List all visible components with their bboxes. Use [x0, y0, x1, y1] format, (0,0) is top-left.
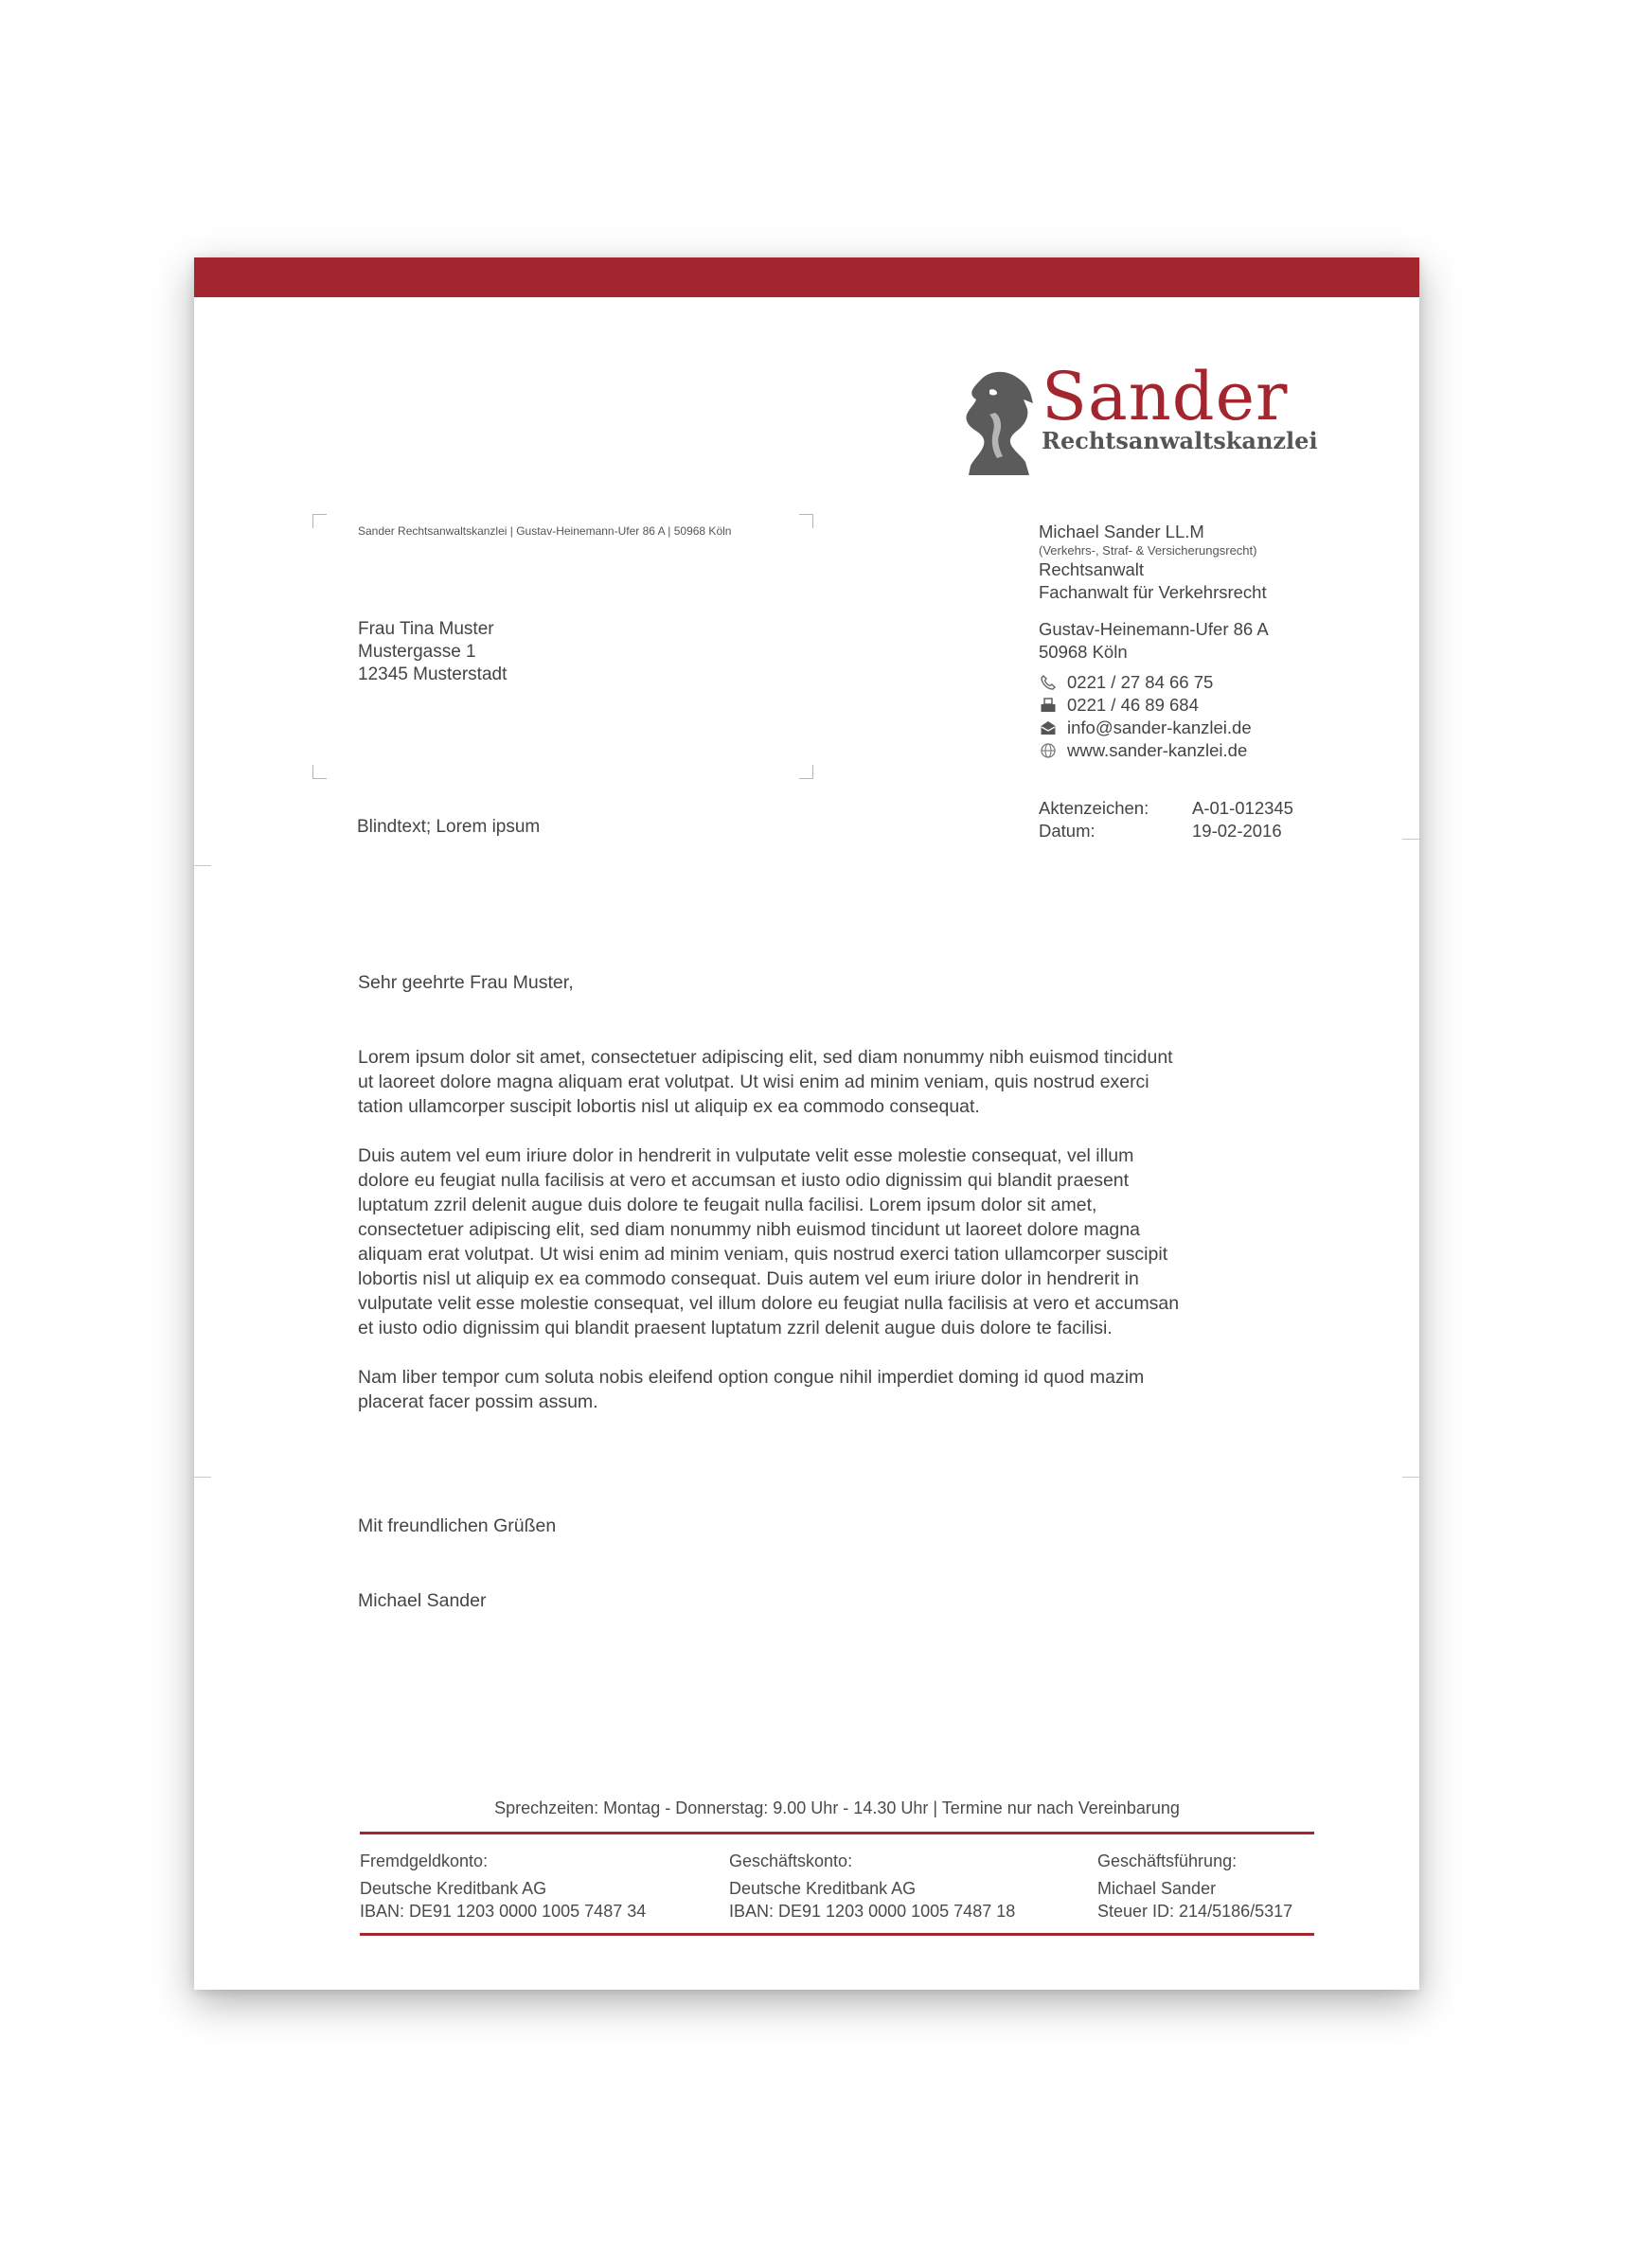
reference-value: A-01-012345: [1192, 798, 1293, 818]
letter-meta: [1039, 797, 1293, 842]
recipient-address: [358, 618, 507, 686]
footer-heading: Geschäftskonto:: [729, 1852, 853, 1870]
recipient-street: Mustergasse 1: [358, 642, 476, 662]
text-line: lobortis nisl ut aliquip ex ea commodo consequat. Duis autem vel eum iriure dolor in hendrerit in: [358, 1268, 1139, 1289]
logo-wordmark: Sander: [1042, 358, 1289, 435]
text-line: Duis autem vel eum iriure dolor in hendrerit in vulputate velit esse molestie consequat, vel illum: [358, 1145, 1134, 1166]
logo-subtitle: Rechtsanwaltskanzlei: [1042, 427, 1318, 454]
recipient-city: 12345 Musterstadt: [358, 664, 508, 684]
reference-row: [1039, 797, 1293, 820]
footer-iban: IBAN: DE91 1203 0000 1005 7487 34: [360, 1902, 647, 1921]
fold-mark: [1402, 839, 1419, 840]
contact-fax: [1039, 694, 1252, 717]
window-corner-mark: [312, 514, 327, 528]
fold-mark: [1402, 1477, 1419, 1478]
footer-rule-bottom: [360, 1933, 1314, 1936]
letter-body: [358, 970, 1179, 1439]
lawyer-specialist-title: Fachanwalt für Verkehrsrecht: [1039, 582, 1267, 602]
text-line: Lorem ipsum dolor sit amet, consectetuer adipiscing elit, sed diam nonummy nibh euismod tincidunt: [358, 1047, 1173, 1068]
reference-label: Aktenzeichen:: [1039, 798, 1149, 818]
office-city: 50968 Köln: [1039, 642, 1128, 662]
footer-trust-account: [360, 1850, 646, 1922]
text-line: Nam liber tempor cum soluta nobis eleifend option congue nihil imperdiet doming id quod mazim: [358, 1367, 1145, 1388]
contact-web: [1039, 739, 1252, 762]
footer-tax-id: Steuer ID: 214/5186/5317: [1097, 1902, 1293, 1921]
contact-email: [1039, 717, 1252, 739]
header-accent-bar: [194, 257, 1419, 297]
footer-heading: Geschäftsführung:: [1097, 1852, 1238, 1870]
footer-bank: Deutsche Kreditbank AG: [360, 1879, 547, 1898]
contact-fax-value: 0221 / 46 89 684: [1067, 695, 1199, 715]
text-line: vulputate velit esse molestie consequat, vel illum dolore eu feugiat nulla facilisis at vero et accumsan: [358, 1293, 1180, 1314]
salutation: Sehr geehrte Frau Muster,: [358, 972, 574, 993]
text-line: consectetuer adipiscing elit, sed diam nonummy nibh euismod tincidunt ut laoreet dolore magna: [358, 1219, 1140, 1240]
lawyer-info: [1039, 521, 1267, 604]
footer-rule-top: [360, 1832, 1314, 1834]
recipient-name: Frau Tina Muster: [358, 619, 494, 639]
paragraph-2: [358, 1143, 1179, 1340]
signature: Michael Sander: [358, 1590, 487, 1611]
footer-manager: Michael Sander: [1097, 1879, 1217, 1898]
logo: [961, 358, 1318, 483]
text-line: tation ullamcorper suscipit lobortis nisl ut aliquip ex ea commodo consequat.: [358, 1096, 980, 1117]
contact-phone-value: 0221 / 27 84 66 75: [1067, 672, 1214, 692]
footer-iban: IBAN: DE91 1203 0000 1005 7487 18: [729, 1902, 1016, 1921]
footer-management: [1097, 1850, 1292, 1922]
text-line: luptatum zzril delenit augue duis dolore te feugait nulla facilisi. Lorem ipsum dolor sit amet,: [358, 1195, 1097, 1215]
knight-chess-piece-icon: [961, 371, 1037, 483]
footer-bank: Deutsche Kreditbank AG: [729, 1879, 917, 1898]
lawyer-title: Rechtsanwalt: [1039, 559, 1145, 579]
window-corner-mark: [799, 514, 813, 528]
date-label: Datum:: [1039, 821, 1096, 841]
paragraph-1: [358, 1045, 1179, 1119]
contact-email-value[interactable]: info@sander-kanzlei.de: [1067, 718, 1252, 737]
lawyer-name: Michael Sander LL.M: [1039, 522, 1204, 541]
fax-icon: [1039, 697, 1058, 714]
office-address: [1039, 618, 1269, 664]
email-icon: [1039, 719, 1058, 736]
window-corner-mark: [799, 765, 813, 779]
text-line: dolore eu feugiat nulla facilisis at vero et accumsan et iusto odio dignissim qui blandit praesent: [358, 1170, 1130, 1191]
window-corner-mark: [312, 765, 327, 779]
closing: Mit freundlichen Grüßen: [358, 1515, 557, 1536]
lawyer-specialties: (Verkehrs-, Straf- & Versicherungsrecht): [1039, 543, 1257, 558]
footer-heading: Fremdgeldkonto:: [360, 1852, 489, 1870]
text-line: aliquam erat volutpat. Ut wisi enim ad minim veniam, quis nostrud exerci tation ullamcorper suscipit: [358, 1244, 1168, 1265]
fold-mark: [194, 1477, 211, 1478]
globe-icon: [1039, 742, 1058, 759]
date-value: 19-02-2016: [1192, 821, 1282, 841]
letter-page: [194, 257, 1419, 1990]
contact-web-value[interactable]: www.sander-kanzlei.de: [1067, 740, 1248, 760]
phone-icon: [1039, 674, 1058, 691]
office-street: Gustav-Heinemann-Ufer 86 A: [1039, 619, 1269, 639]
fold-mark: [194, 865, 211, 866]
office-hours: Sprechzeiten: Montag - Donnerstag: 9.00 Uhr - 14.30 Uhr | Termine nur nach Vereinbarung: [494, 1798, 1180, 1817]
sender-return-address: Sander Rechtsanwaltskanzlei | Gustav-Heinemann-Ufer 86 A | 50968 Köln: [358, 524, 732, 538]
contact-list: [1039, 671, 1252, 762]
text-line: ut laoreet dolore magna aliquam erat volutpat. Ut wisi enim ad minim veniam, quis nostrud exerci: [358, 1072, 1149, 1092]
text-line: et iusto odio dignissim qui blandit praesent luptatum zzril delenit augue duis dolore te facilisi.: [358, 1318, 1113, 1338]
subject-line: Blindtext; Lorem ipsum: [357, 817, 541, 837]
contact-phone: [1039, 671, 1252, 694]
text-line: placerat facer possim assum.: [358, 1391, 598, 1412]
footer-business-account: [729, 1850, 1015, 1922]
paragraph-3: [358, 1365, 1179, 1414]
date-row: [1039, 820, 1293, 842]
